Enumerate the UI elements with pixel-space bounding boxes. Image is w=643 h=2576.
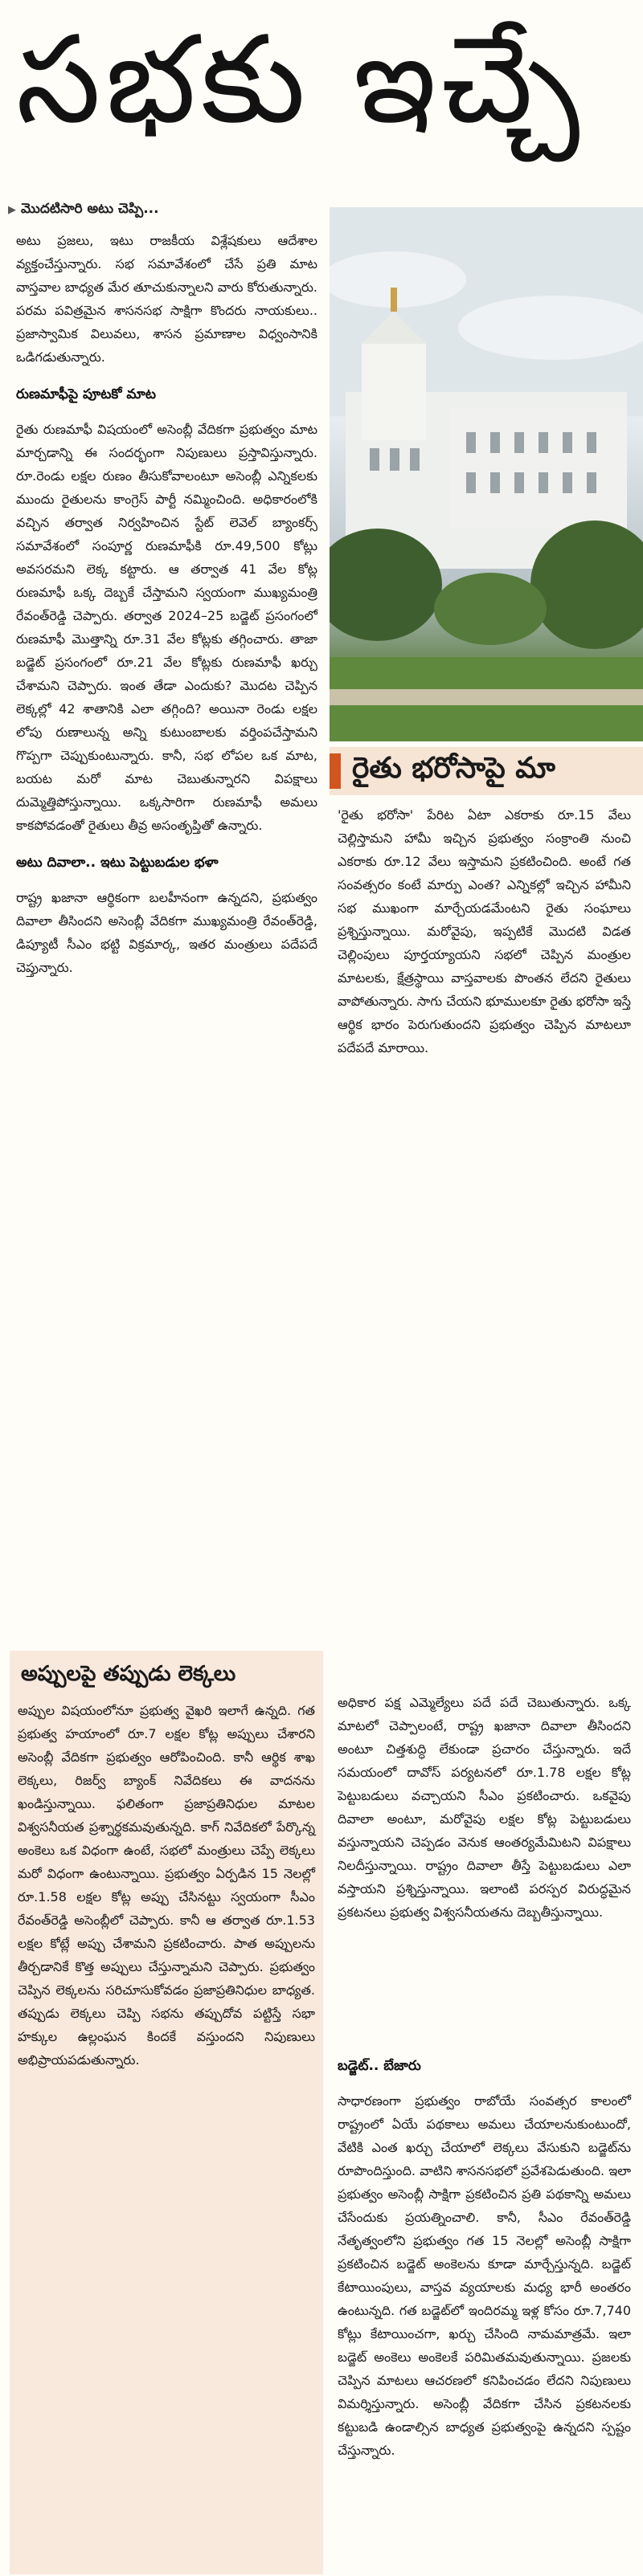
banner-title: రైతు భరోసాపై మా (352, 752, 555, 785)
subheading: బడ్జెట్.. బేజారు (338, 2058, 421, 2074)
assembly-photo (330, 207, 643, 741)
right-column-middle (338, 1691, 631, 1924)
paragraph: రాష్ట్ర ఖజానా ఆర్థికంగా బలహీనంగా ఉన్నదని, ప్రభుత్వం దివాలా తీసిందని అసెంబ్లీ వేదికగా ముఖ్యమంత్రి రేవంత్‌రెడ్డి, డిప్యూటీ సీఎం భట్టి విక్రమార్క, ఇతర మంత్రులు పదేపదే చెప్తున్నారు. (16, 890, 317, 975)
byline-text: మొదటిసారి అటు చెప్పి... (21, 201, 159, 217)
paragraph: సాధారణంగా ప్రభుత్వం రాబోయే సంవత్సర కాలంలో రాష్ట్రంలో ఏయే పథకాలు అమలు చేయాలనుకుంటుందో, వేటికి ఎంత ఖర్చు చేయాలో లెక్కలు వేసుకుని బడ్జెట్‌ను రూపొందిస్తుంది. వాటిని శాసనసభలో ప్రవేశపెడుతుంది. ఇలా ప్రభుత్వం అసెంబ్లీ సాక్షిగా ప్రకటించిన ప్రతి పథకాన్ని అమలు చేసేందుకు ప్రయత్నించాలి. కానీ, సీఎం రేవంత్‌రెడ్డి నేతృత్వంలోని ప్రభుత్వం గత 15 నెలల్లో అసెంబ్లీ సాక్షిగా ప్రకటించిన బడ్జెట్ అంకెలను కూడా మార్చేస్తున్నది. బడ్జెట్ కేటాయింపులు, వాస్తవ వ్యయాలకు మధ్య భారీ అంతరం ఉంటున్నది. గత బడ్జెట్‌లో ఇందిరమ్మ ఇళ్ల కోసం రూ.7,740 కోట్లు కేటాయించగా, ఖర్చు చేసింది నామమాత్రమే. ఇలా బడ్జెట్ అంకెలు అంకెలకే పరిమితమవుతున్నాయి. ప్రజలకు చెప్పిన మాటలు ఆచరణలో కనిపించడం లేదని నిపుణులు విమర్శిస్తున్నారు. అసెంబ్లీ వేదికగా చేసిన ప్రకటనలకు కట్టుబడి ఉండాల్సిన బాధ్యత ప్రభుత్వంపై ఉన్నదని స్పష్టం చేస్తున్నారు. (338, 2093, 631, 2458)
left-column-top (16, 229, 317, 979)
subheading: రుణమాఫీపై పూటకో మాట (16, 386, 156, 402)
byline (8, 201, 322, 220)
paragraph: రైతు రుణమాఫీ విషయంలో అసెంబ్లీ వేదికగా ప్రభుత్వం మాట మార్చడాన్ని ఈ సందర్భంగా నిపుణులు ప్రస్తావిస్తున్నారు. రూ.రెండు లక్షల రుణం తీసుకోవాలంటూ అసెంబ్లీ ఎన్నికలకు ముందు రైతులను కాంగ్రెస్ పార్టీ నమ్మించింది. అధికారంలోకి వచ్చిన తర్వాత నిర్వహించిన స్టేట్ లెవెల్ బ్యాంకర్స్ సమావేశంలో సంపూర్ణ రుణమాఫీకి రూ.49,500 కోట్లు అవసరమని లెక్క కట్టారు. ఆ తర్వాత 41 వేల కోట్ల రుణమాఫీ ఒక్క దెబ్బకే చేస్తామని స్వయంగా ముఖ్యమంత్రి రేవంత్‌రెడ్డి చెప్పారు. తర్వాత 2024–25 బడ్జెట్ ప్రసంగంలో రుణమాఫీ మొత్తాన్ని రూ.31 వేల కోట్లకు తగ్గించారు. తాజా బడ్జెట్ ప్రసంగంలో రూ.21 వేల కోట్లకు రుణమాఫీ ఖర్చు చేశామని చెప్పారు. ఇంత తేడా ఎందుకు? మొదట చెప్పిన లెక్కల్లో 42 శాతానికి ఎలా తగ్గింది? అయినా రెండు లక్షల లోపు రుణాలున్న అన్ని కుటుంబాలకు వర్తింపచేస్తామని గొప్పగా చెప్పుకుంటున్నారు. కానీ, సభ లోపల ఒక మాట, బయట మరో మాట చెబుతున్నారని విపక్షాలు దుమ్మెత్తిపోస్తున్నాయి. ఒక్కసారిగా రుణమాఫీ అమలు కాకపోవడంతో రైతులు తీవ్ర అసంతృప్తితో ఉన్నారు. (16, 422, 317, 833)
right-column-top (338, 803, 631, 1059)
headline: సభకు ఇచ్చే (16, 10, 585, 150)
paragraph: అప్పుల విషయంలోనూ ప్రభుత్వ వైఖరి ఇలాగే ఉన్నది. గత ప్రభుత్వ హయాంలో రూ.7 లక్షల కోట్ల అప్పులు చేశారని అసెంబ్లీ వేదికగా ప్రభుత్వం ఆరోపించింది. కానీ ఆర్థిక శాఖ లెక్కలు, రిజర్వ్ బ్యాంక్ నివేదికలు ఈ వాదనను ఖండిస్తున్నాయి. ఫలితంగా ప్రజాప్రతినిధుల మాటల విశ్వసనీయత ప్రశ్నార్థకమవుతున్నది. కాగ్ నివేదికలో పేర్కొన్న అంకెలు ఒక విధంగా ఉంటే, సభలో మంత్రులు చెప్పే లెక్కలు మరో విధంగా ఉంటున్నాయి. ప్రభుత్వం ఏర్పడిన 15 నెలల్లో రూ.1.58 లక్షల కోట్ల అప్పు చేసినట్టు స్వయంగా సీఎం రేవంత్‌రెడ్డి అసెంబ్లీలో చెప్పారు. కానీ ఆ తర్వాత రూ.1.53 లక్షల కోట్లే అప్పు చేశామని ప్రకటించారు. పాత అప్పులను తీర్చడానికే కొత్త అప్పులు చేస్తున్నామని చెప్పారు. ప్రభుత్వం చెప్పిన లెక్కలను సరిచూసుకోవడం ప్రజాప్రతినిధుల బాధ్యత. తప్పుడు లెక్కలు చెప్పి సభను తప్పుదోవ పట్టిస్తే సభా హక్కుల ఉల్లంఘన కిందకే వస్తుందని నిపుణులు అభిప్రాయపడుతున్నారు. (18, 1703, 315, 2068)
box-body (18, 1699, 315, 2072)
paragraph: అటు ప్రజలు, ఇటు రాజకీయ విశ్లేషకులు ఆదేశాల వ్యక్తంచేస్తున్నారు. సభ సమావేశంలో చేసే ప్రతి మాట వాస్తవాల బాధ్యత మేర తూచుకున్నాలని వారు కోరుతున్నారు. పరమ పవిత్రమైన శాసనసభ సాక్షిగా కొందరు నాయకులు.. ప్రజాస్వామిక విలువలు, శాసన ప్రమాణాల విధ్వంసానికి ఒడిగడుతున్నారు. (16, 233, 317, 365)
sidebar-box (10, 1651, 323, 2574)
subheading: అటు దివాలా.. ఇటు పెట్టుబడుల భళా (16, 855, 219, 871)
paragraph: 'రైతు భరోసా' పేరిట ఏటా ఎకరాకు రూ.15 వేలు చెల్లిస్తామని హామీ ఇచ్చిన ప్రభుత్వం సంక్రాంతి నుంచి ఎకరాకు రూ.12 వేలు ఇస్తామని ప్రకటించింది. అంటే గత సంవత్సరం కంటే మార్పు ఎంత? ఎన్నికల్లో ఇచ్చిన హామీని సభ ముఖంగా మార్చేయడమేంటని రైతు సంఘాలు ప్రశ్నిస్తున్నాయి. మరోవైపు, ఇప్పటికే మొదటి విడత చెల్లింపులు పూర్తయ్యాయని సభలో చెప్పిన మంత్రుల మాటలకు, క్షేత్రస్థాయి వాస్తవాలకు పొంతన లేదని రైతులు వాపోతున్నారు. సాగు చేయని భూములకూ రైతు భరోసా ఇస్తే ఆర్థిక భారం పెరుగుతుందని ప్రభుత్వం చెప్పిన మాటలూ పదేపదే మారాయి. (338, 807, 631, 1055)
paragraph: అధికార పక్ష ఎమ్మెల్యేలు పదే పదే చెబుతున్నారు. ఒక్క మాటలో చెప్పాలంటే, రాష్ట్ర ఖజానా దివాలా తీసిందని అంటూ చిత్తశుద్ధి లేకుండా ప్రచారం చేస్తున్నారు. ఇదే సమయంలో దావోస్ పర్యటనలో రూ.1.78 లక్షల కోట్ల పెట్టుబడులు వచ్చాయని సీఎం ప్రకటించారు. ఒకవైపు దివాలా అంటూ, మరోవైపు లక్షల కోట్ల పెట్టుబడులు వస్తున్నాయని చెప్పడం వెనుక ఆంతర్యమేమిటని విపక్షాలు నిలదీస్తున్నాయి. రాష్ట్రం దివాలా తీస్తే పెట్టుబడులు ఎలా వస్తాయని ప్రశ్నిస్తున్నాయి. ఇలాంటి పరస్పర విరుద్ధమైన ప్రకటనలు ప్రభుత్వ విశ్వసనీయతను దెబ్బతీస్తున్నాయి. (338, 1695, 631, 1920)
section-banner (330, 747, 643, 795)
assembly-building-illustration (330, 207, 643, 741)
triangle-bullet-icon: ▶ (8, 204, 16, 216)
right-column-bottom (338, 2040, 631, 2462)
banner-accent-bar (330, 753, 341, 789)
box-title: అప్పులపై తప్పుడు లెక్కలు (21, 1662, 236, 1686)
